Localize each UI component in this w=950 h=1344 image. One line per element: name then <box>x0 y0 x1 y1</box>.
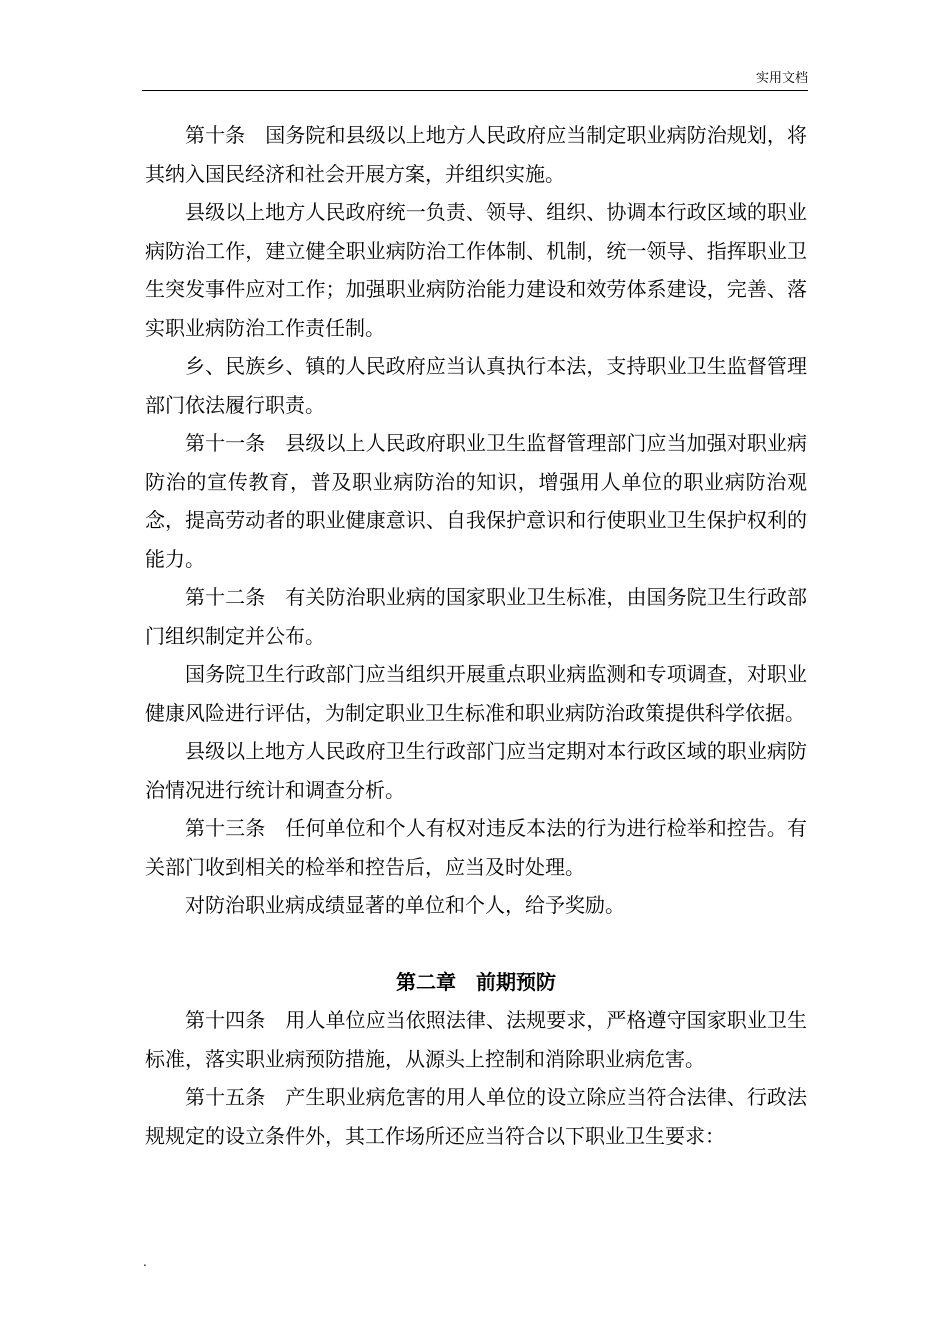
article-15-paragraph: 第十五条 产生职业病危害的用人单位的设立除应当符合法律、行政法规规定的设立条件外，其工作场所还应当符合以下职业卫生要求： <box>145 1085 807 1148</box>
article-10-clause-2: 县级以上地方人民政府统一负责、领导、组织、协调本行政区域的职业病防治工作，建立健全职业病防治工作体制、机制，统一领导、指挥职业卫生突发事件应对工作；加强职业病防治能力建设和效劳体系建设，完善、落实职业病防治工作责任制。 <box>145 200 807 340</box>
document-header-label: 实用文档 <box>755 71 808 86</box>
article-12-paragraph: 第十二条 有关防治职业病的国家职业卫生标准，由国务院卫生行政部门组织制定并公布。 <box>145 585 807 648</box>
article-10-clause-3: 乡、民族乡、镇的人民政府应当认真执行本法，支持职业卫生监督管理部门依法履行职责。 <box>145 354 807 417</box>
article-12-clause-3: 县级以上地方人民政府卫生行政部门应当定期对本行政区域的职业病防治情况进行统计和调查分析。 <box>145 739 807 802</box>
article-10-paragraph: 第十条 国务院和县级以上地方人民政府应当制定职业病防治规划，将其纳入国民经济和社会开展方案，并组织实施。 <box>145 123 807 186</box>
document-body <box>145 116 807 1155</box>
article-13-clause-2: 对防治职业病成绩显著的单位和个人，给予奖励。 <box>185 893 625 917</box>
header-divider <box>142 90 808 91</box>
article-12-clause-2: 国务院卫生行政部门应当组织开展重点职业病监测和专项调查，对职业健康风险进行评估，为制定职业卫生标准和职业病防治政策提供科学依据。 <box>145 662 807 725</box>
footer-mark: . <box>143 1255 147 1269</box>
article-11-paragraph: 第十一条 县级以上人民政府职业卫生监督管理部门应当加强对职业病防治的宣传教育，普及职业病防治的知识，增强用人单位的职业病防治观念，提高劳动者的职业健康意识、自我保护意识和行使职业卫生保护权利的能力。 <box>145 431 807 571</box>
chapter-title: 第二章 前期预防 <box>396 969 556 994</box>
article-13-paragraph: 第十三条 任何单位和个人有权对违反本法的行为进行检举和控告。有关部门收到相关的检举和控告后，应当及时处理。 <box>145 816 807 879</box>
article-14-paragraph: 第十四条 用人单位应当依照法律、法规要求，严格遵守国家职业卫生标准，落实职业病预防措施，从源头上控制和消除职业病危害。 <box>145 1008 807 1071</box>
